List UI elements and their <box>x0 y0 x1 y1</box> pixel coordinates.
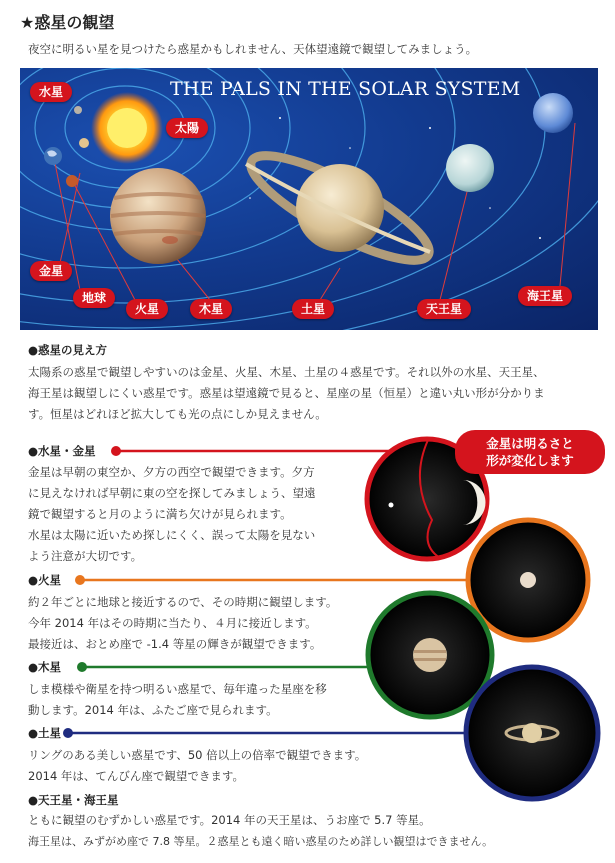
label-uranus: 天王星 <box>417 299 471 319</box>
saturn-text <box>28 745 468 787</box>
uranus-neptune-text <box>28 810 608 852</box>
venus-heading: ●水星・金星 <box>28 444 96 458</box>
label-earth: 地球 <box>73 288 115 308</box>
saturn-heading: ●土星 <box>28 726 62 740</box>
text-line: 2014 年は、てんびん座で観望できます。 <box>28 769 245 783</box>
label-venus: 金星 <box>30 261 72 281</box>
callout-line: 形が変化します <box>486 453 574 468</box>
page-title: ★惑星の観望 <box>20 13 115 32</box>
label-mars: 火星 <box>126 299 168 319</box>
section-view-heading: ●惑星の見え方 <box>28 343 108 357</box>
text-line: 今年 2014 年はその時期に当たり、４月に接近します。 <box>28 616 317 630</box>
text-line: リングのある美しい惑星です、50 倍以上の倍率で観望できます。 <box>28 748 367 762</box>
text-line: 金星は早朝の東空か、夕方の西空で観望できます。夕方 <box>28 465 315 479</box>
text-line: 鏡で観望すると月のように満ち欠けが見られます。 <box>28 507 292 521</box>
text-line: 約２年ごとに地球と接近するので、その時期に観望します。 <box>28 595 338 609</box>
text-line: よう注意が大切です。 <box>28 549 143 563</box>
callout-line: 金星は明るさと <box>486 436 574 451</box>
text-line: 海王星は観望しにくい惑星です。惑星は望遠鏡で見ると、星座の星（恒星）と違い丸い形が分かりま <box>28 386 545 400</box>
label-saturn: 土星 <box>292 299 334 319</box>
jupiter-text <box>28 679 388 721</box>
label-jupiter: 木星 <box>190 299 232 319</box>
intro-text: 夜空に明るい星を見つけたら惑星かもしれません、天体望遠鏡で観望してみましょう。 <box>28 42 478 56</box>
uranus-neptune-heading: ●天王星・海王星 <box>28 793 119 807</box>
text-line: しま模様や衛星を持つ明るい惑星で、毎年違った星座を移 <box>28 682 327 696</box>
text-line: す。恒星はどれほど拡大しても光の点にしか見えません。 <box>28 407 327 421</box>
text-line: 海王星は、みずがめ座で 7.8 等星。２惑星とも遠く暗い惑星のため詳しい観望はできません。 <box>28 835 494 848</box>
label-neptune: 海王星 <box>518 286 572 306</box>
label-sun: 太陽 <box>166 118 208 138</box>
text-line: ともに観望のむずかしい惑星です。2014 年の天王星は、うお座で 5.7 等星。 <box>28 813 431 827</box>
mars-text <box>28 592 388 655</box>
label-mercury: 水星 <box>30 82 72 102</box>
text-line: 動します。2014 年は、ふたご座で見られます。 <box>28 703 278 717</box>
text-line: 水星は太陽に近いため探しにくく、誤って太陽を見ない <box>28 528 316 542</box>
banner-title: THE PALS IN THE SOLAR SYSTEM <box>170 78 521 100</box>
venus-callout <box>455 430 605 474</box>
text-line: 太陽系の惑星で観望しやすいのは金星、火星、木星、土星の４惑星です。それ以外の水星、天王星、 <box>28 365 545 379</box>
jupiter-heading: ●木星 <box>28 660 62 674</box>
mars-heading: ●火星 <box>28 573 62 587</box>
venus-text <box>28 462 363 567</box>
text-line: に見えなければ早朝に東の空を探してみましょう、望遠 <box>28 486 316 500</box>
text-line: 最接近は、おとめ座で -1.4 等星の輝きが観望できます。 <box>28 637 322 651</box>
